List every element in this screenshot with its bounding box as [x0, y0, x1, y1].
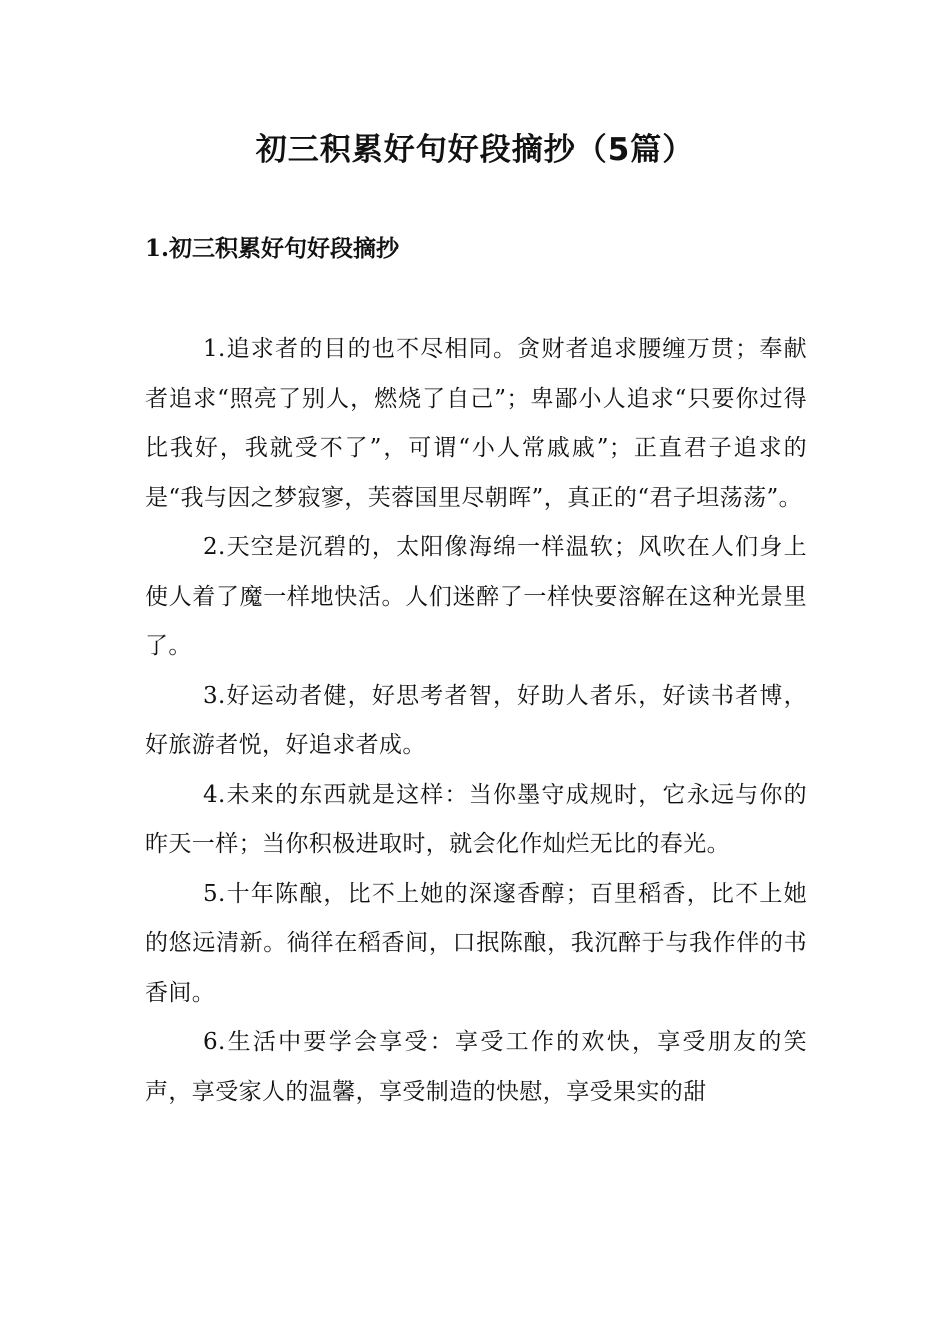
document-title: 初三积累好句好段摘抄（5篇） [255, 132, 695, 168]
paragraph-3: 3.好运动者健，好思考者智，好助人者乐，好读书者博，好旅游者悦，好追求者成。 [145, 682, 807, 758]
paragraph-4: 4.未来的东西就是这样：当你墨守成规时，它永远与你的昨天一样；当你积极进取时，就会化作灿烂无比的春光。 [145, 781, 807, 857]
paragraph-1: 1.追求者的目的也不尽相同。贪财者追求腰缠万贯；奉献者追求“照亮了别人，燃烧了自己”；卑鄙小人追求“只要你过得比我好，我就受不了”，可谓“小人常戚戚”；正直君子追求的是“我与因之梦寂寥，芙蓉国里尽朝晖”，真正的“君子坦荡荡”。 [145, 336, 807, 511]
document-body [145, 325, 807, 1117]
section-heading: 1.初三积累好句好段摘抄 [145, 235, 400, 262]
paragraph-5: 5.十年陈酿，比不上她的深邃香醇；百里稻香，比不上她的悠远清新。徜徉在稻香间，口抿陈酿，我沉醉于与我作伴的书香间。 [145, 880, 807, 1006]
paragraph-2: 2.天空是沉碧的，太阳像海绵一样温软；风吹在人们身上使人着了魔一样地快活。人们迷醉了一样快要溶解在这种光景里了。 [145, 534, 807, 659]
paragraph-6: 6.生活中要学会享受：享受工作的欢快，享受朋友的笑声，享受家人的温馨，享受制造的快慰，享受果实的甜 [145, 1029, 807, 1105]
